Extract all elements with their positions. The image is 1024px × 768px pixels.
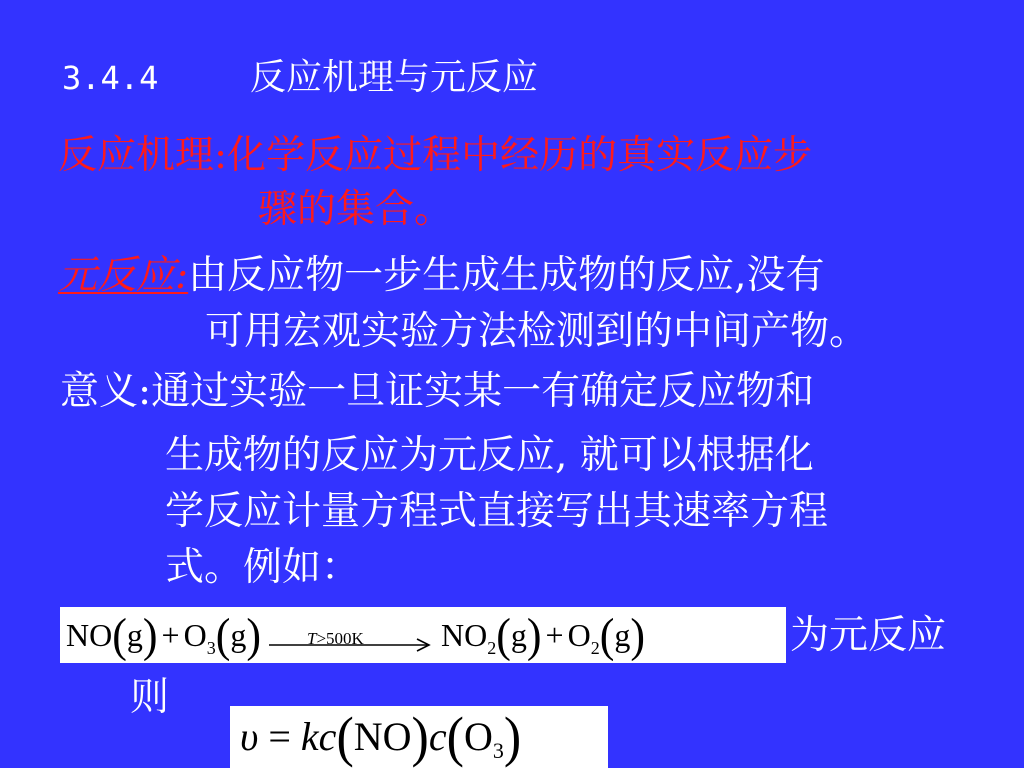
- product-o2-subscript: 2: [590, 638, 600, 658]
- phase-g-3: g: [510, 617, 527, 653]
- elementary-reaction-label: 为元反应: [790, 613, 947, 658]
- elementary-definition-line2: 可用宏观实验方法检测到的中间产物。: [205, 309, 869, 354]
- elementary-definition-line1: [58, 250, 825, 302]
- equals-sign: =: [268, 714, 291, 759]
- plus-sign-2: +: [545, 617, 564, 653]
- elementary-text-1: 由反应物一步生成生成物的反应,没有: [188, 253, 825, 298]
- species-o3: O: [463, 714, 493, 759]
- then-label: 则: [130, 675, 170, 720]
- reaction-arrow: [267, 619, 435, 659]
- reaction-condition: T>500K: [307, 628, 364, 648]
- phase-g-1: g: [126, 617, 143, 653]
- section-title: 反应机理与元反应: [250, 57, 539, 98]
- reactant-o3: O: [183, 617, 207, 653]
- species-no: NO: [353, 714, 412, 759]
- elementary-term: 元反应:: [58, 253, 189, 298]
- rate-equation: $\upsilon = kc(NO)c(O_3)$: [230, 706, 608, 768]
- mechanism-definition-line1: [58, 130, 812, 182]
- rate-constant: kc: [300, 714, 337, 759]
- significance-line2: 生成物的反应为元反应, 就可以根据化: [165, 433, 814, 478]
- significance-line1: 意义:通过实验一旦证实某一有确定反应物和: [60, 369, 815, 414]
- reactant-no: NO: [66, 617, 113, 653]
- product-o2: O: [567, 617, 591, 653]
- product-no2: NO: [441, 617, 488, 653]
- mechanism-text-1: :化学反应过程中经历的真实反应步: [214, 133, 813, 178]
- reactant-o3-subscript: 3: [206, 638, 216, 658]
- phase-g-4: g: [614, 617, 631, 653]
- concentration-symbol: c: [428, 714, 447, 759]
- slide-title: [62, 52, 538, 104]
- plus-sign-1: +: [161, 617, 180, 653]
- reaction-equation: $NO(g) + O_3(g)$ T>500K $NO_2(g) + O_2(g)$: [60, 607, 786, 663]
- mechanism-definition-line2: 骤的集合。: [258, 187, 454, 232]
- significance-line4: 式。例如：: [165, 545, 361, 590]
- section-number: 3.4.4: [62, 59, 159, 97]
- product-no2-subscript: 2: [487, 638, 497, 658]
- mechanism-term: 反应机理: [58, 133, 215, 178]
- significance-line3: 学反应计量方程式直接写出其速率方程: [165, 489, 829, 534]
- rate-symbol: υ: [240, 714, 259, 759]
- phase-g-2: g: [230, 617, 247, 653]
- species-o3-subscript: 3: [492, 738, 504, 763]
